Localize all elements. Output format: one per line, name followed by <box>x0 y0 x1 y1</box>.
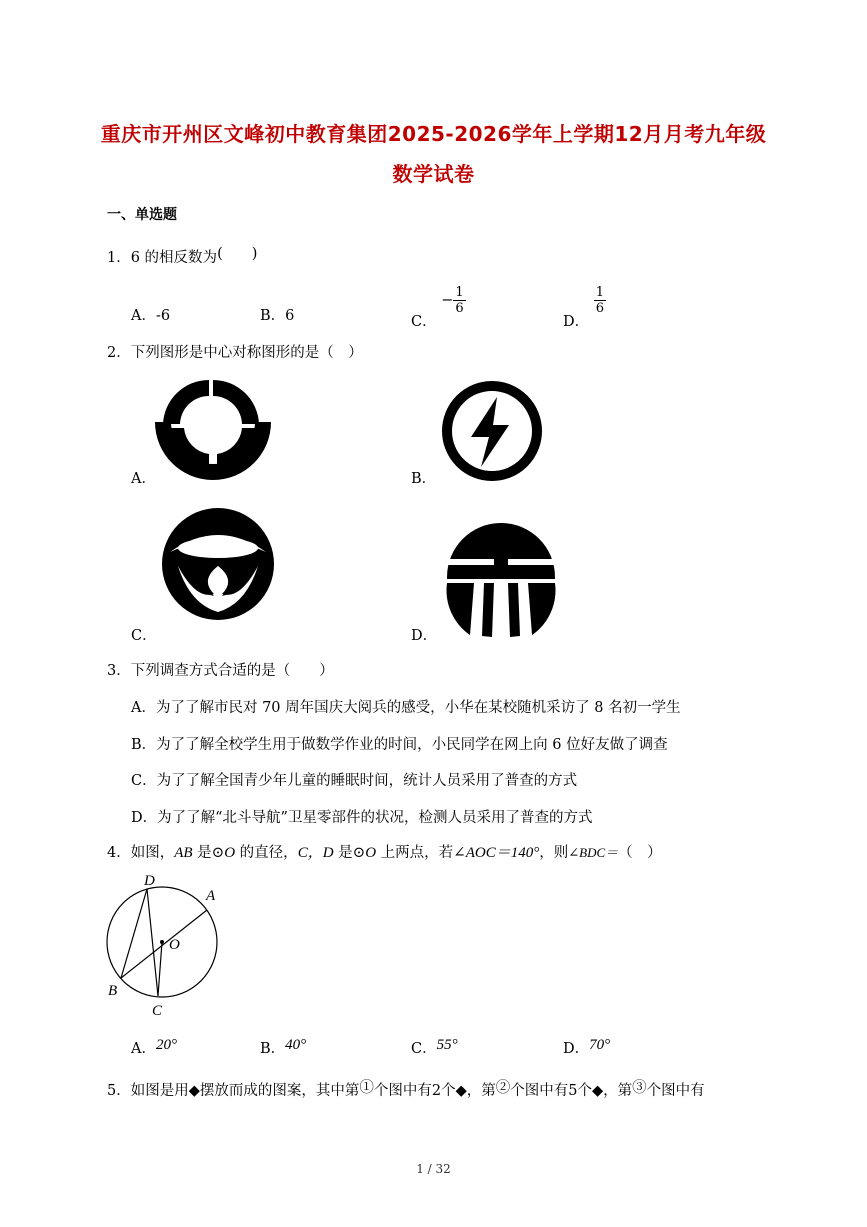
q4-label-a: A <box>206 888 216 904</box>
question-1-stem <box>107 246 257 267</box>
question-3-stem: 3．下列调查方式合适的是（ ） <box>107 663 334 679</box>
q4-option-c: C．55° <box>411 1037 458 1057</box>
q1-option-b: B．6 <box>260 308 295 324</box>
q2-figure-b <box>437 381 547 481</box>
q4-circle-o-1: ⊙O <box>211 845 236 861</box>
q4-option-d: D．70° <box>563 1037 611 1057</box>
q1-option-c <box>411 285 466 330</box>
q2-figure-a <box>155 376 271 480</box>
q1-option-c-label: C． <box>411 313 437 330</box>
q4-label-b: B <box>108 983 118 999</box>
q2-option-d-label: D． <box>411 628 438 644</box>
q1-paren: ( ) <box>217 246 258 262</box>
page-number: 1 / 32 <box>416 1162 451 1176</box>
q4-label-c: C <box>152 1003 163 1019</box>
q4-angle-bdc: ∠BDC＝ <box>568 845 619 860</box>
q3-option-b: B．为了了解全校学生用于做数学作业的时间，小民同学在网上向 6 位好友做了调查 <box>131 737 668 753</box>
q3-option-c: C．为了了解全国青少年儿童的睡眠时间，统计人员采用了普查的方式 <box>131 773 578 789</box>
q1-option-d-fraction: $\frac{1}{6}$ <box>595 285 605 316</box>
q5-circled-2: ② <box>495 1080 511 1096</box>
q1-option-d <box>563 285 606 330</box>
question-2-stem: 2．下列图形是中心对称图形的是（ ） <box>107 345 363 361</box>
q2-option-c-label: C． <box>131 628 157 644</box>
q2-figure-d <box>444 525 558 637</box>
q4-ab: AB <box>174 845 193 861</box>
question-5-stem: 5．如图是用◆摆放而成的图案，其中第①个图中有2个◆，第②个图中有5个◆，第③个图中有 <box>107 1080 705 1099</box>
q4-option-a: A．20° <box>131 1037 177 1057</box>
q1-option-a: A．-6 <box>131 308 171 324</box>
q2-option-b-label: B． <box>411 471 437 487</box>
q3-option-d: D．为了了解“北斗导航”卫星零部件的状况，检测人员采用了普查的方式 <box>131 810 593 826</box>
q4-angle-aoc: ∠AOC＝140° <box>453 845 540 861</box>
q1-option-c-fraction: $\frac{1}{6}$ <box>455 285 464 316</box>
question-4-stem: 4．如图，AB 是⊙O 的直径，C，D 是⊙O 上两点，若∠AOC＝140°，则∠BDC＝（ ） <box>107 845 662 861</box>
q2-figure-c <box>160 508 276 620</box>
q5-circled-3: ③ <box>632 1080 647 1096</box>
q1-text: 1．6 的相反数为 <box>107 250 218 266</box>
q3-option-a: A．为了了解市民对 70 周年国庆大阅兵的感受，小华在某校随机采访了 8 名初一学生 <box>131 700 681 716</box>
section-heading: 一、单选题 <box>107 207 177 223</box>
paper-subtitle: 数学试卷 <box>392 162 475 186</box>
paper-title: 重庆市开州区文峰初中教育集团2025-2026学年上学期12月月考九年级 <box>100 122 767 146</box>
q4-cd: C，D <box>297 845 334 861</box>
q2-option-a-label: A． <box>131 471 156 487</box>
q1-option-d-label: D． <box>563 313 590 330</box>
q5-circled-1: ① <box>359 1080 374 1096</box>
q4-label-o: O <box>169 937 180 953</box>
q4-circle-o-2: ⊙O <box>352 845 377 861</box>
q1-option-c-sign: − <box>441 292 454 309</box>
q4-label-d: D <box>144 873 155 889</box>
q4-option-b: B．40° <box>260 1037 307 1057</box>
